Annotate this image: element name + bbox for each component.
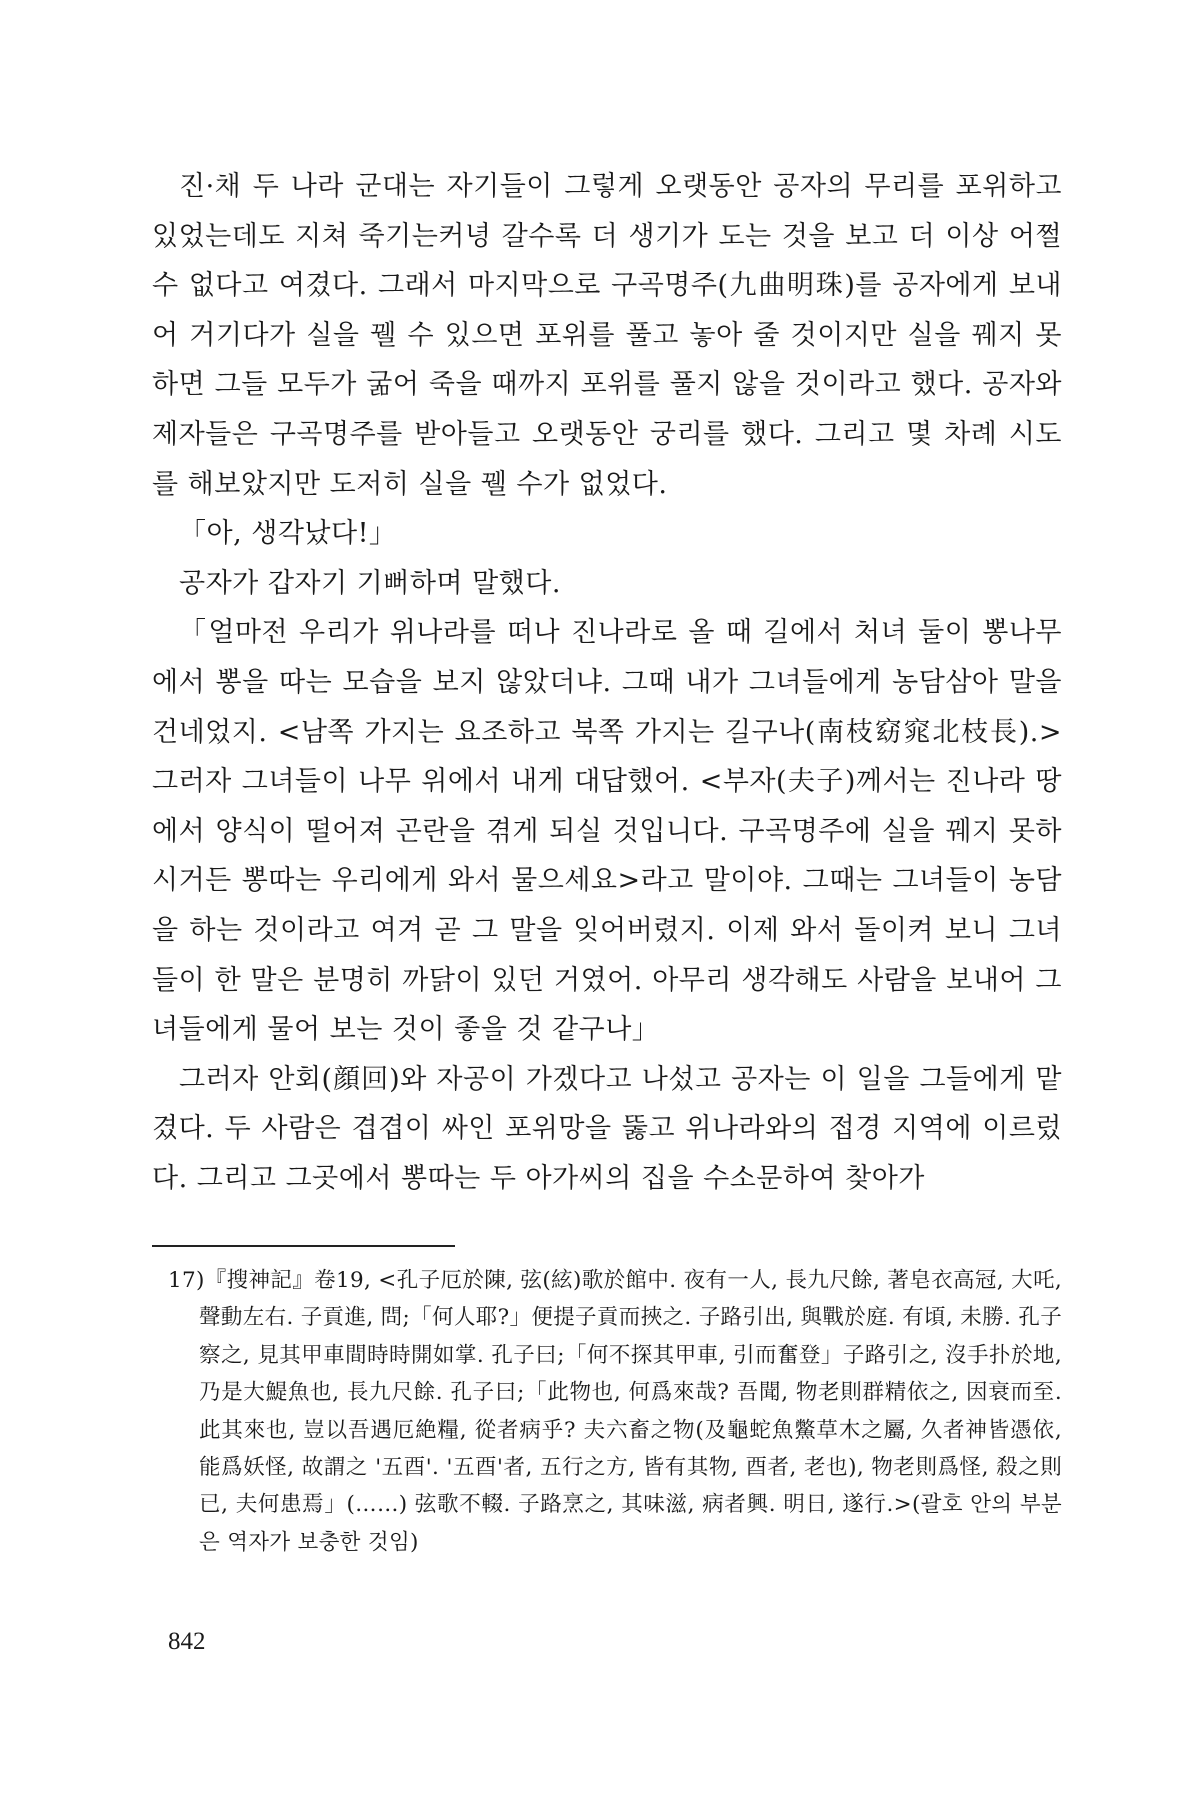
paragraph: 공자가 갑자기 기뻐하며 말했다. — [179, 567, 561, 599]
footnote-text: 17)『搜神記』卷19, <孔子厄於陳, 弦(絃)歌於館中. 夜有一人, 長九尺餘, 著皂衣高冠, 大吒, 聲動左右. 子貢進, 問;「何人耶?」便提子貢而挾之. 子路引出, 與戰於庭. 有頃, 未勝. 孔子察之, 見其甲車間時時開如掌. 孔子曰;「何不探其甲車, 引而奮登」子路引之, 沒手扑於地, 乃是大鯷魚也, 長九尺餘. 孔子曰;「此物也, 何爲來哉? 吾聞, 物老則群精依之, 因衰而至. 此其來也, 豈以吾遇厄絶糧, 從者病乎? 夫六畜之物(及龜蛇魚鱉草木之屬, 久者神皆憑依, 能爲妖怪, 故謂之 '五酉'. '五酉'者, 五行之方, 皆有其物, 酉者, 老也), 物老則爲怪, 殺之則已, 夫何患焉」(……) 弦歌不輟. 子路烹之, 其味滋, 病者興. 明日, 遂行.>(괄호 안의 부분은 역자가 보충한 것임) — [168, 1268, 1062, 1555]
paragraph: 그러자 안회(顔回)와 자공이 가겠다고 나섰고 공자는 이 일을 그들에게 맡겼다. 두 사람은 겹겹이 싸인 포위망을 뚫고 위나라와의 접경 지역에 이르렀다. 그리고 그곳에서 뽕따는 두 아가씨의 집을 수소문하여 찾아가 — [152, 1063, 1062, 1194]
paragraph: 「얼마전 우리가 위나라를 떠나 진나라로 올 때 길에서 처녀 둘이 뽕나무에서 뽕을 따는 모습을 보지 않았더냐. 그때 내가 그녀들에게 농담삼아 말을 건네었지. <남쪽 가지는 요조하고 북쪽 가지는 길구나(南枝窈窕北枝長).> 그러자 그녀들이 나무 위에서 내게 대답했어. <부자(夫子)께서는 진나라 땅에서 양식이 떨어져 곤란을 겪게 되실 것입니다. 구곡명주에 실을 꿰지 못하시거든 뽕따는 우리에게 와서 물으세요>라고 말이야. 그때는 그녀들이 농담을 하는 것이라고 여겨 곧 그 말을 잊어버렸지. 이제 와서 돌이켜 보니 그녀들이 한 말은 분명히 까닭이 있던 거였어. 아무리 생각해도 사람을 보내어 그녀들에게 물어 보는 것이 좋을 것 같구나」 — [152, 617, 1062, 1046]
paragraph: 「아, 생각났다!」 — [179, 518, 397, 550]
footnote-divider — [152, 1245, 455, 1247]
page-number: 842 — [168, 1628, 206, 1655]
body-text — [152, 162, 1062, 1203]
footnote — [168, 1262, 1062, 1561]
paragraph: 진·채 두 나라 군대는 자기들이 그렇게 오랫동안 공자의 무리를 포위하고 있었는데도 지쳐 죽기는커녕 갈수록 더 생기가 도는 것을 보고 더 이상 어쩔 수 없다고 여겼다. 그래서 마지막으로 구곡명주(九曲明珠)를 공자에게 보내어 거기다가 실을 꿸 수 있으면 포위를 풀고 놓아 줄 것이지만 실을 꿰지 못하면 그들 모두가 굶어 죽을 때까지 포위를 풀지 않을 것이라고 했다. 공자와 제자들은 구곡명주를 받아들고 오랫동안 궁리를 했다. 그리고 몇 차례 시도를 해보았지만 도저히 실을 꿸 수가 없었다. — [152, 171, 1062, 500]
